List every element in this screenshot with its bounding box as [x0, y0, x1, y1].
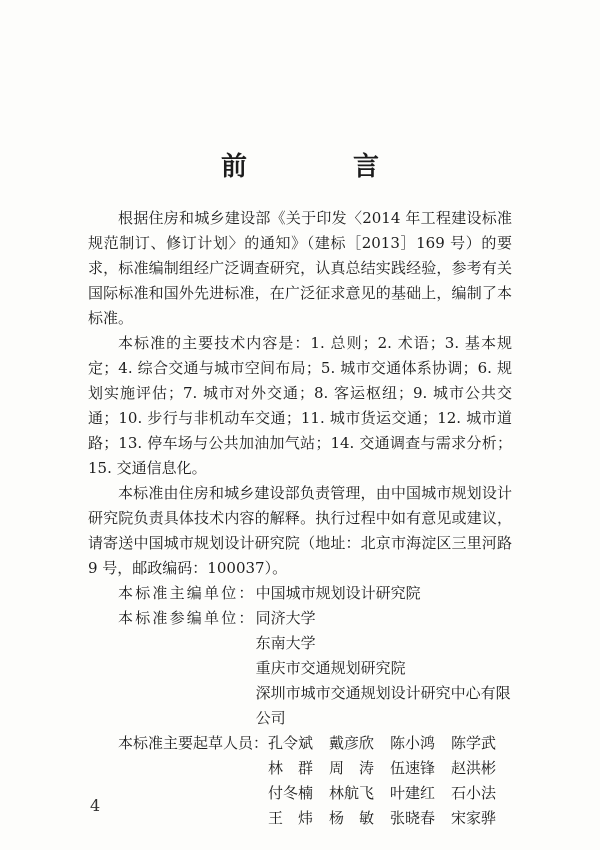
drafters-row — [88, 731, 512, 831]
drafters-list — [268, 731, 512, 831]
drafter-name: 孔令斌 — [268, 734, 314, 752]
drafter-name: 张晓春 — [390, 809, 436, 827]
drafter-name: 赵洪彬 — [451, 759, 497, 777]
chief-editor-row — [88, 581, 512, 606]
participating-editor: 深圳市城市交通规划设计研究中心有限公司 — [255, 684, 511, 727]
participating-editor: 同济大学 — [255, 609, 316, 627]
page-number: 4 — [90, 796, 101, 815]
paragraph-background: 根据住房和城乡建设部《关于印发〈2014 年工程建设标准规范制订、修订计划〉的通知》（建标［2013］169 号）的要求，标准编制组经广泛调查研究，认真总结实践经验，参考有关国际标准和国外先进标准，在广泛征求意见的基础上，编制了本标准。 — [88, 209, 512, 327]
drafter-name: 石小法 — [451, 784, 497, 802]
participating-editor: 东南大学 — [255, 634, 316, 652]
drafter-name: 叶建红 — [390, 784, 436, 802]
drafter-name: 林航飞 — [329, 784, 375, 802]
document-body — [88, 206, 512, 831]
drafter-name: 周 涛 — [329, 759, 375, 777]
drafter-name: 戴彦欣 — [329, 734, 375, 752]
drafter-name: 陈小鸿 — [390, 734, 436, 752]
drafter-name: 宋家骅 — [451, 809, 497, 827]
chief-editor-value: 中国城市规划设计研究院 — [255, 584, 421, 602]
paragraph-management: 本标准由住房和城乡建设部负责管理，由中国城市规划设计研究院负责具体技术内容的解释。执行过程中如有意见或建议，请寄送中国城市规划设计研究院（地址：北京市海淀区三里河路 9 号，邮政编码：100037）。 — [88, 484, 512, 577]
page-title: 前 言 — [220, 152, 419, 182]
drafter-name: 林 群 — [268, 759, 314, 777]
drafter-name: 陈学武 — [451, 734, 497, 752]
drafter-name: 付冬楠 — [268, 784, 314, 802]
drafters-label: 本标准主要起草人员： — [118, 734, 269, 752]
participating-editors-row — [88, 606, 512, 731]
drafter-name: 王 炜 — [268, 809, 314, 827]
paragraph-technical-contents: 本标准的主要技术内容是：1. 总则；2. 术语；3. 基本规定；4. 综合交通与城市空间布局；5. 城市交通体系协调；6. 规划实施评估；7. 城市对外交通；8. 客运枢纽；9. 城市公共交通；10. 步行与非机动车交通；11. 城市货运交通；12. 城市道路；13. 停车场与公共加油加气站；14. 交通调查与需求分析；15. 交通信息化。 — [88, 334, 512, 477]
drafter-name: 杨 敏 — [329, 809, 375, 827]
drafter-name: 伍速锋 — [390, 759, 436, 777]
participating-editor: 重庆市交通规划研究院 — [255, 659, 406, 677]
participating-editors-label: 本标准参编单位： — [118, 609, 256, 627]
participating-editors-list — [256, 606, 512, 731]
chief-editor-label: 本标准主编单位： — [118, 584, 256, 602]
